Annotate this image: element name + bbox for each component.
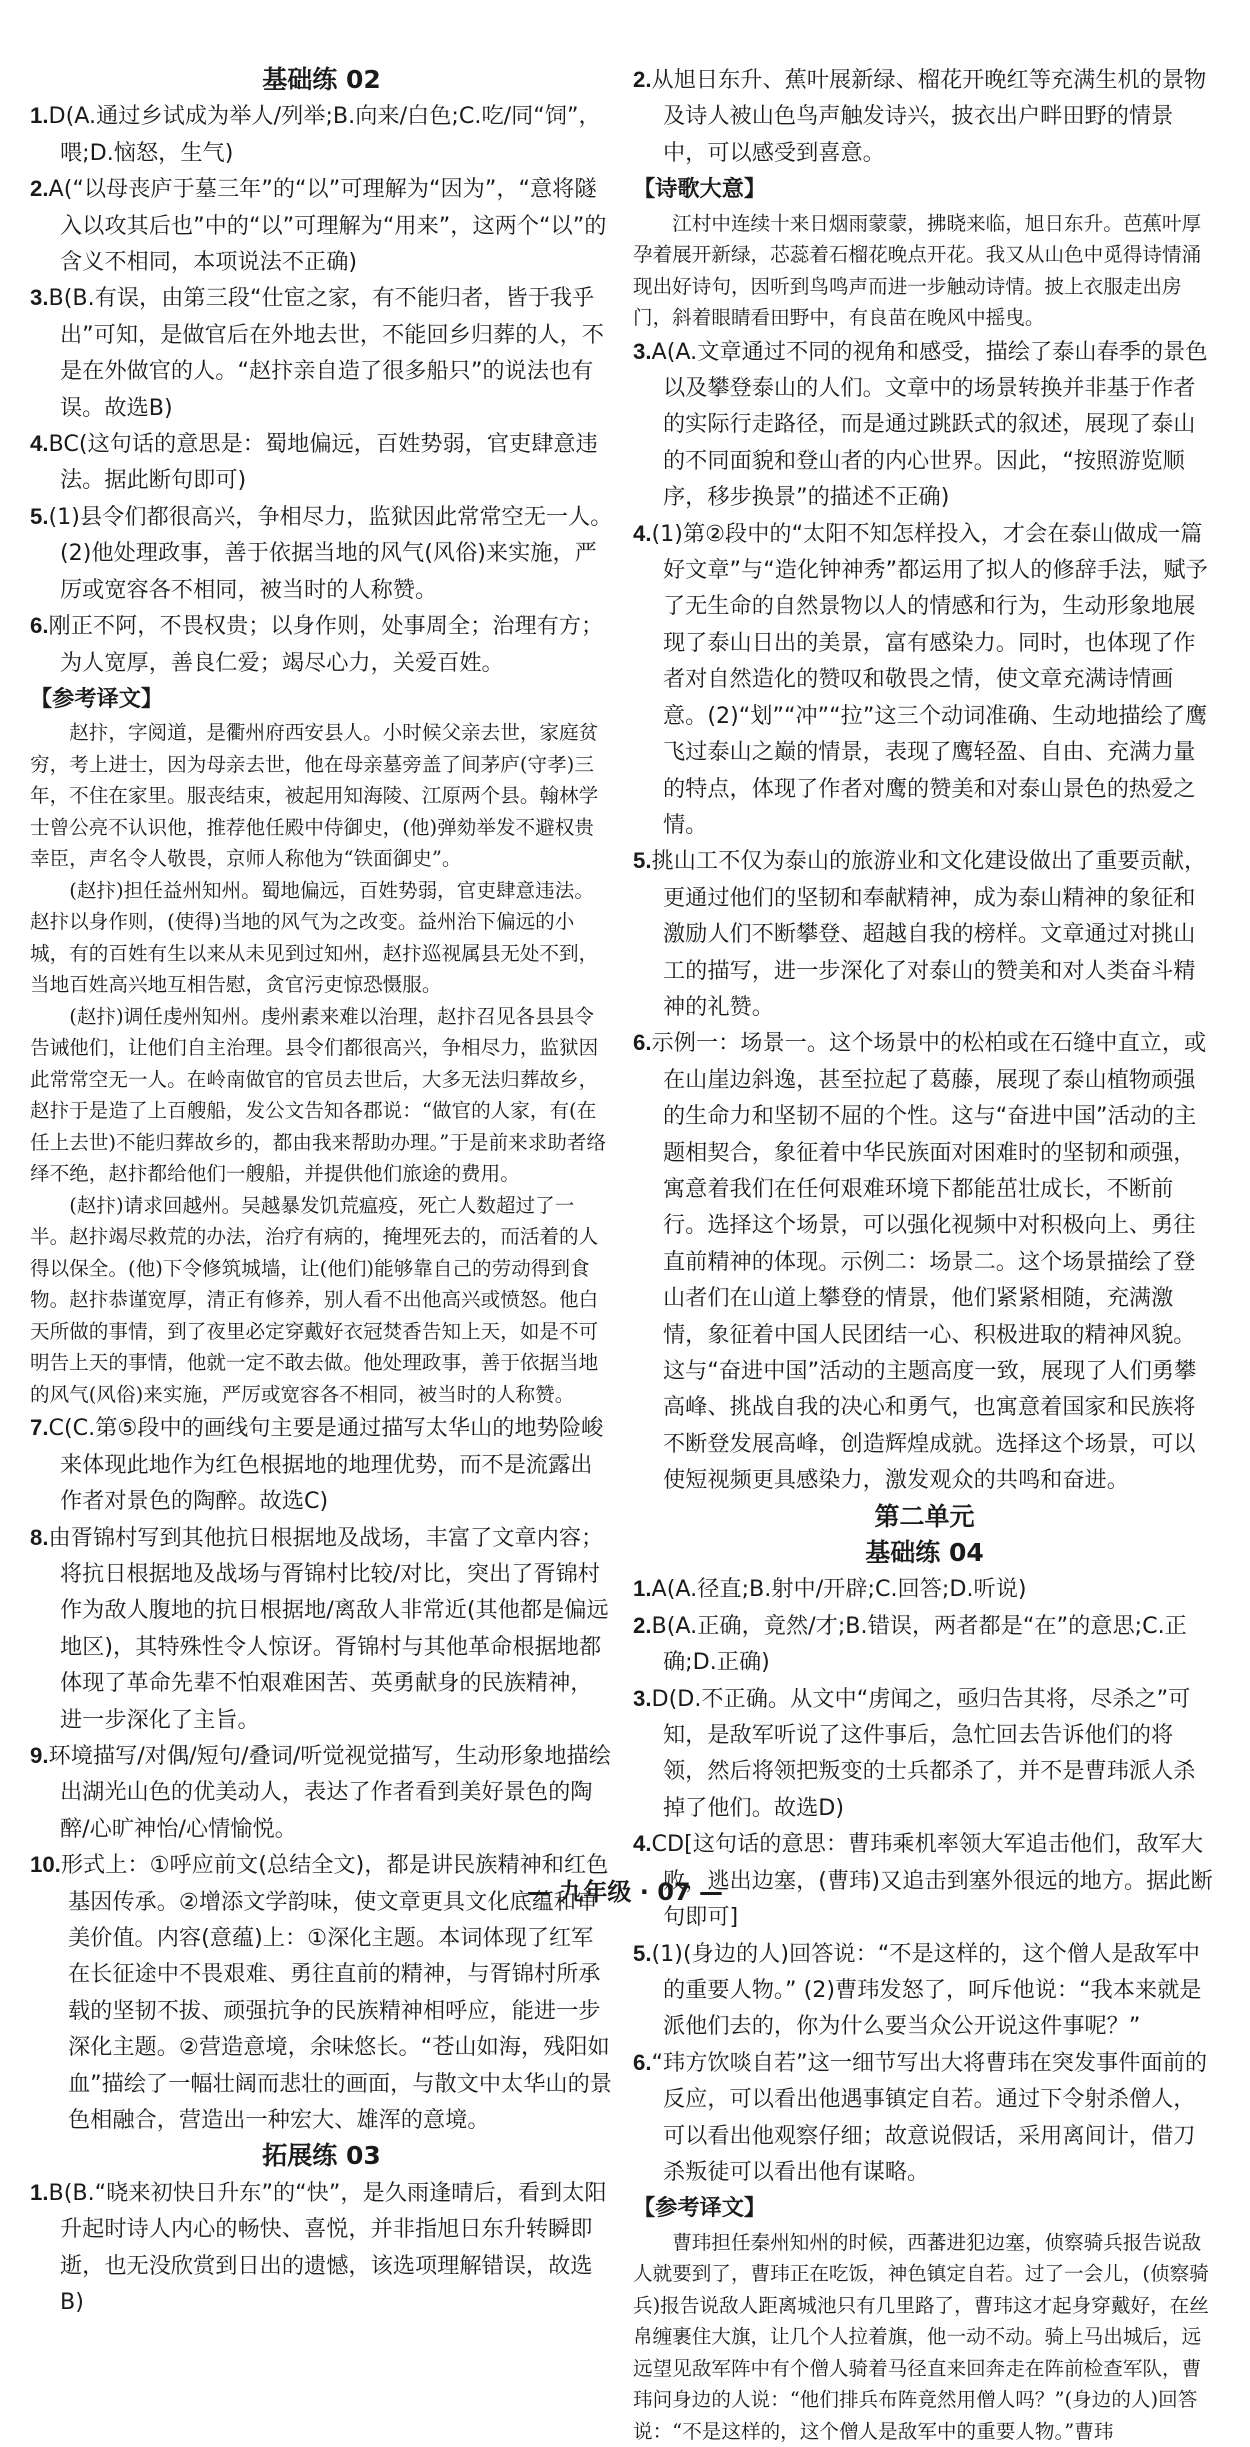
- item-text: 由胥锦村写到其他抗日根据地及战场，丰富了文章内容；将抗日根据地及战场与胥锦村比较/对比，突出了胥锦村作为敌人腹地的抗日根据地/离敌人非常近(其他都是偏远地区)，其特殊性令人惊讶。胥锦村与其他革命根据地都体现了革命先辈不怕艰难困苦、英勇献身的民族精神，进一步深化了主旨。: [48, 1524, 609, 1733]
- item-number: 3.: [633, 338, 652, 364]
- translation-paragraph: 赵抃，字阅道，是衢州府西安县人。小时候父亲去世，家庭贫穷，考上进士，因为母亲去世，他在母亲墓旁盖了间茅庐(守孝)三年，不住在家里。服丧结束，被起用知海陵、江原两个县。翰林学士曾公亮不认识他，推荐他任殿中侍御史，(他)弹劾举发不避权贵幸臣，声名令人敬畏，京师人称他为“铁面御史”。: [30, 721, 599, 871]
- item-text: A(A.文章通过不同的视角和感受，描绘了泰山春季的景色以及攀登泰山的人们。文章中的场景转换并非基于作者的实际行走路径，而是通过跳跃式的叙述，展现了泰山的不同面貌和登山者的内心世界。因此，“按照游览顺序，移步换景”的描述不正确): [651, 338, 1208, 511]
- answer-item: [30, 499, 613, 608]
- right-column: [633, 62, 1216, 2443]
- item-text: CD[这句话的意思：曹玮乘机率领大军追击他们，敌军大败，逃出边塞，(曹玮)又追击到塞外很远的地方。据此断句即可]: [651, 1831, 1213, 1931]
- item-text: 环境描写/对偶/短句/叠词/听觉视觉描写，生动形象地描绘出湖光山色的优美动人，表达了作者看到美好景色的陶醉/心旷神怡/心情愉悦。: [48, 1742, 611, 1842]
- section-heading: 基础练 02: [262, 65, 381, 94]
- item-text: B(B.“晓来初快日升东”的“快”，是久雨逢晴后，看到太阳升起时诗人内心的畅快、喜悦，并非指旭日东升转瞬即逝，也无没欣赏到日出的遗憾，该选项理解错误，故选B): [48, 2179, 607, 2316]
- item-text: B(B.有误，由第三段“仕宦之家，有不能归者，皆于我乎出”可知，是做官后在外地去世，不能回乡归葬的人，不是在外做官的人。“赵抃亲自造了很多船只”的说法也有误。故选B): [48, 285, 604, 421]
- answer-item: [30, 1410, 613, 1519]
- answer-item: [30, 280, 613, 426]
- item-number: 4.: [633, 520, 652, 546]
- item-number: 6.: [30, 613, 49, 639]
- translation-paragraph: 江村中连续十来日烟雨蒙蒙，拂晓来临，旭日东升。芭蕉叶厚孕着展开新绿，芯蕊着石榴花晚点开花。我又从山色中觅得诗情涌现出好诗句，因听到鸟鸣声而进一步触动诗情。披上衣服走出房门，斜着眼睛看田野中，有良苗在晚风中摇曳。: [633, 211, 1202, 330]
- answer-item: [633, 1571, 1216, 1607]
- item-number: 6.: [633, 1030, 652, 1056]
- item-text: BC(这句话的意思是：蜀地偏远，百姓势弱，官吏肆意违法。据此断句即可): [48, 431, 598, 494]
- section-heading: 拓展练 03: [262, 2141, 381, 2171]
- answer-item: [633, 334, 1216, 516]
- reference-heading: 【参考译文】: [633, 2195, 767, 2222]
- translation-paragraph: (赵抃)担任益州知州。蜀地偏远，百姓势弱，官吏肆意违法。赵抃以身作则，(使得)当地的风气为之改变。益州治下偏远的小城，有的百姓有生以来从未见到过知州，赵抃巡视属县无处不到，当地百姓高兴地互相告慰，贪官污吏惊恐慑服。: [30, 878, 599, 997]
- translation-paragraph: (赵抃)请求回越州。吴越暴发饥荒瘟疫，死亡人数超过了一半。赵抃竭尽救荒的办法，治疗有病的，掩埋死去的，而活着的人得以保全。(他)下令修筑城墙，让(他们)能够靠自己的劳动得到食物。赵抃恭谨宽厚，清正有修养，别人看不出他高兴或愤怒。他白天所做的事情，到了夜里必定穿戴好衣冠焚香告知上天，如是不可明告上天的事情，他就一定不敢去做。他处理政事，善于依据当地的风气(风俗)来实施，严厉或宽容各不相同，被当时的人称赞。: [30, 1193, 599, 1406]
- item-text: D(D.不正确。从文中“虏闻之，亟归告其将，尽杀之”可知，是敌军听说了这件事后，急忙回去告诉他们的将领，然后将领把叛变的士兵都杀了，并不是曹玮派人杀掉了他们。故选D): [651, 1685, 1196, 1821]
- answer-item: [30, 98, 613, 171]
- answer-item: [633, 62, 1216, 171]
- item-text: 刚正不阿，不畏权贵；以身作则，处事周全；治理有方；为人宽厚，善良仁爱；竭尽心力，关爱百姓。: [48, 613, 604, 676]
- left-column: [30, 62, 613, 2316]
- translation-paragraph: (赵抃)调任虔州知州。虔州素来难以治理，赵抃召见各县县令告诫他们，让他们自主治理。县令们都很高兴，争相尽力，监狱因此常常空无一人。在岭南做官的官员去世后，大多无法归葬故乡，赵抃于是造了上百艘船，发公文告知各郡说：“做官的人家，有(在任上去世)不能归葬故乡的，都由我来帮助办理。”于是前来求助者络绎不绝，赵抃都给他们一艘船，并提供他们旅途的费用。: [30, 1004, 607, 1186]
- translation-paragraph: 曹玮担任秦州知州的时候，西蕃进犯边塞，侦察骑兵报告说敌人就要到了，曹玮正在吃饭，神色镇定自若。过了一会儿，(侦察骑兵)报告说敌人距离城池只有几里路了，曹玮这才起身穿戴好，在丝帛缠裹住大旗，让几个人拉着旗，他一动不动。骑上马出城后，远远望见敌军阵中有个僧人骑着马径直来回奔走在阵前检查军队，曹玮问身边的人说：“他们排兵布阵竟然用僧人吗？”(身边的人)回答说：“不是这样的，这个僧人是敌军中的重要人物。”曹玮: [633, 2230, 1209, 2443]
- reference-heading: 【参考译文】: [30, 685, 164, 712]
- section-heading: 基础练 04: [865, 1538, 984, 1568]
- item-text: B(A.正确，竟然/才;B.错误，两者都是“在”的意思;C.正确;D.正确): [651, 1612, 1187, 1676]
- item-number: 5.: [633, 848, 652, 874]
- item-number: 8.: [30, 1524, 49, 1550]
- item-number: 5.: [30, 503, 49, 529]
- item-text: “玮方饮啖自若”这一细节写出大将曹玮在突发事件面前的反应，可以看出他遇事镇定自若。通过下令射杀僧人，可以看出他观察仔细；故意说假话，采用离间计，借刀杀叛徒可以看出他有谋略。: [651, 2049, 1208, 2185]
- answer-item: [633, 843, 1216, 1025]
- answer-item: [633, 1681, 1216, 1827]
- item-number: 7.: [30, 1415, 49, 1441]
- item-number: 1.: [30, 103, 49, 129]
- item-number: 6.: [633, 2049, 652, 2075]
- item-text: 示例一：场景一。这个场景中的松柏或在石缝中直立，或在山崖边斜逸，甚至拉起了葛藤，展现了泰山植物顽强的生命力和坚韧不屈的个性。这与“奋进中国”活动的主题相契合，象征着中华民族面对困难时的坚韧和顽强，寓意着我们在任何艰难环境下都能茁壮成长，不断前行。选择这个场景，可以强化视频中对积极向上、勇往直前精神的体现。示例二：场景二。这个场景描绘了登山者们在山道上攀登的情景，他们紧紧相随，充满激情，象征着中国人民团结一心、积极进取的精神风貌。这与“奋进中国”活动的主题高度一致，展现了人们勇攀高峰、挑战自我的决心和勇气，也寓意着国家和民族将不断登发展高峰，创造辉煌成就。选择这个场景，可以使短视频更具感染力，激发观众的共鸣和奋进。: [651, 1030, 1207, 1494]
- answer-item: [633, 1608, 1216, 1681]
- item-number: 4.: [633, 1831, 652, 1857]
- item-text: (1)县令们都很高兴，争相尽力，监狱因此常常空无一人。(2)他处理政事，善于依据当地的风气(风俗)来实施，严厉或宽容各不相同，被当时的人称赞。: [48, 503, 613, 603]
- reference-heading: 【诗歌大意】: [633, 176, 767, 203]
- item-number: 2.: [30, 176, 49, 202]
- item-text: A(A.径直;B.射中/开辟;C.回答;D.听说): [651, 1576, 1027, 1603]
- item-number: 3.: [633, 1685, 652, 1711]
- item-number: 1.: [633, 1576, 652, 1602]
- item-text: (1)第②段中的“太阳不知怎样投入，才会在泰山做成一篇好文章”与“造化钟神秀”都运用了拟人的修辞手法，赋予了无生命的自然景物以人的情感和行为，生动形象地展现了泰山日出的美景，富有感染力。同时，也体现了作者对自然造化的赞叹和敬畏之情，使文章充满诗情画意。(2)“划”“冲”“拉”这三个动词准确、生动地描绘了鹰飞过泰山之巅的情景，表现了鹰轻盈、自由、充满力量的特点，体现了作者对鹰的赞美和对泰山景色的热爱之情。: [651, 520, 1208, 838]
- item-number: 5.: [633, 1940, 652, 1966]
- section-heading: 第二单元: [874, 1501, 975, 1531]
- item-text: 从旭日东升、蕉叶展新绿、榴花开晚红等充满生机的景物及诗人被山色鸟声触发诗兴，披衣出户畔田野的情景中，可以感受到喜意。: [651, 67, 1207, 166]
- answer-item: [30, 1520, 613, 1738]
- item-number: 10.: [30, 1852, 61, 1878]
- answer-item: [30, 171, 613, 280]
- item-text: C(C.第⑤段中的画线句主要是通过描写太华山的地势险峻来体现此地作为红色根据地的地理优势，而不是流露出作者对景色的陶醉。故选C): [48, 1415, 604, 1515]
- item-number: 4.: [30, 431, 49, 457]
- item-number: 2.: [633, 1612, 652, 1638]
- page-footer: — 九年级 · 07 —: [527, 1878, 723, 1906]
- answer-item: [30, 608, 613, 681]
- answer-item: [30, 426, 613, 499]
- item-number: 1.: [30, 2179, 49, 2205]
- item-text: 形式上：①呼应前文(总结全文)，都是讲民族精神和红色基因传承。②增添文学韵味，使文章更具文化底蕴和审美价值。内容(意蕴)上：①深化主题。本词体现了红军在长征途中不畏艰难、勇往直前的精神，与胥锦村所承载的坚韧不拔、顽强抗争的民族精神相呼应，能进一步深化主题。②营造意境，余味悠长。“苍山如海，残阳如血”描绘了一幅壮阔而悲壮的画面，与散文中太华山的景色相融合，营造出一种宏大、雄浑的意境。: [60, 1852, 612, 2134]
- answer-item: [30, 1738, 613, 1847]
- answer-item: [633, 1025, 1216, 1498]
- item-text: 挑山工不仅为泰山的旅游业和文化建设做出了重要贡献，更通过他们的坚韧和奉献精神，成为泰山精神的象征和激励人们不断攀登、超越自我的榜样。文章通过对挑山工的描写，进一步深化了对泰山的赞美和对人类奋斗精神的礼赞。: [651, 848, 1207, 1020]
- item-text: A(“以母丧庐于墓三年”的“以”可理解为“因为”，“意将隧入以攻其后也”中的“以”可理解为“用来”，这两个“以”的含义不相同，本项说法不正确): [48, 176, 607, 276]
- item-number: 3.: [30, 285, 49, 311]
- item-text: D(A.通过乡试成为举人/列举;B.向来/白色;C.吃/同“饲”，喂;D.恼怒，生气): [48, 103, 601, 166]
- answer-item: [633, 516, 1216, 844]
- item-number: 2.: [633, 67, 652, 92]
- item-number: 9.: [30, 1742, 49, 1768]
- item-text: (1)(身边的人)回答说：“不是这样的，这个僧人是敌军中的重要人物。” (2)曹玮发怒了，呵斥他说：“我本来就是派他们去的，你为什么要当众公开说这件事呢？”: [651, 1940, 1202, 2040]
- answer-item: [633, 2045, 1216, 2191]
- answer-item: [30, 2175, 613, 2321]
- answer-item: [633, 1936, 1216, 2045]
